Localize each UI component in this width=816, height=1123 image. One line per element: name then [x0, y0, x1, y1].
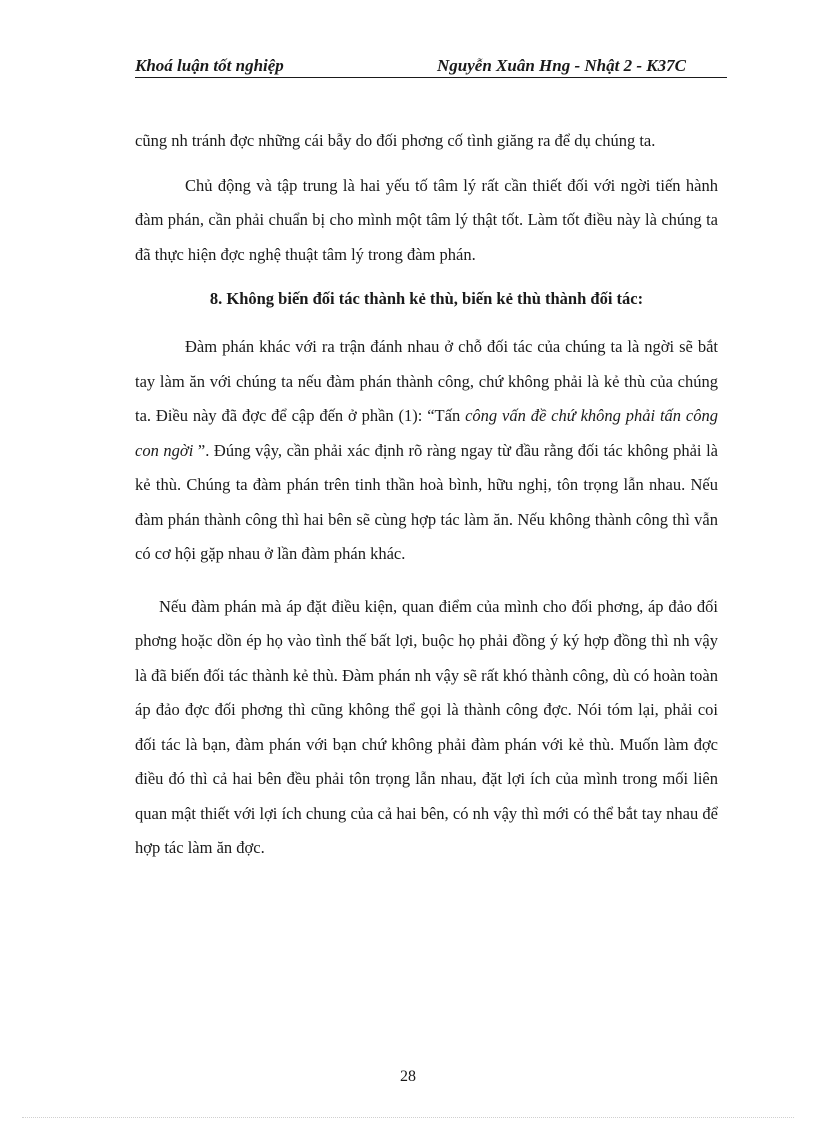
page-body	[135, 124, 718, 866]
page-number: 28	[400, 1068, 416, 1085]
italic-quote: công vấn đề chứ không phải tấn công con ngời	[135, 406, 718, 460]
paragraph-text: Đàm phán khác với ra trận đánh nhau ở chỗ đối tác của chúng ta là ngời sẽ bắt tay làm ăn với chúng ta nếu đàm phán thành công, chứ không phải là kẻ thù của chúng ta. Điều này đã đợc để cập đến ở phần (1): “Tấn	[135, 337, 718, 425]
header-author-class: Nguyễn Xuân Hng - Nhật 2 - K37C	[437, 56, 686, 75]
paragraph-partner-not-enemy	[135, 330, 718, 572]
paragraph-continuation: cũng nh tránh đợc những cái bẫy do đối phơng cố tình giăng ra để dụ chúng ta.	[135, 131, 656, 150]
page-header	[135, 56, 727, 78]
paragraph-imposing-conditions: Nếu đàm phán mà áp đặt điều kiện, quan điểm của mình cho đối phơng, áp đảo đối phơng hoặc dồn ép họ vào tình thế bất lợi, buộc họ phải đồng ý ký hợp đồng thì nh vậy là đã biến đối tác thành kẻ thù. Đàm phán nh vậy sẽ rất khó thành công, dù có hoàn toàn áp đảo đợc đối phơng thì cũng không thể gọi là thành công đợc. Nói tóm lại, phải coi đối tác là bạn, đàm phán với bạn chứ không phải đàm phán với kẻ thù. Muốn làm đợc điều đó thì cả hai bên đều phải tôn trọng lẫn nhau, đặt lợi ích của mình trong mối liên quan mật thiết với lợi ích chung của cả hai bên, có nh vậy thì mới có thể bắt tay nhau để hợp tác làm ăn đợc.	[135, 596, 718, 857]
paragraph-text: ”. Đúng vậy, cần phải xác định rõ ràng ngay từ đầu rằng đối tác không phải là kẻ thù. Chúng ta đàm phán trên tinh thần hoà bình, hữu nghị, tôn trọng lẫn nhau. Nếu đàm phán thành công thì hai bên sẽ cùng hợp tác làm ăn. Nếu không thành công thì vẫn có cơ hội gặp nhau ở lần đàm phán khác.	[135, 440, 719, 563]
section-heading: 8. Không biến đối tác thành kẻ thù, biến kẻ thù thành đối tác:	[209, 289, 644, 308]
paragraph-psychology: Chủ động và tập trung là hai yếu tố tâm lý rất cần thiết đối với ngời tiến hành đàm phán, cần phải chuẩn bị cho mình một tâm lý thật tốt. Làm tốt điều này là chúng ta đã thực hiện đợc nghệ thuật tâm lý trong đàm phán.	[135, 175, 718, 264]
page-bottom-dotted-rule	[22, 1117, 794, 1118]
header-underline	[135, 77, 727, 78]
header-thesis-title: Khoá luận tốt nghiệp	[135, 56, 284, 75]
